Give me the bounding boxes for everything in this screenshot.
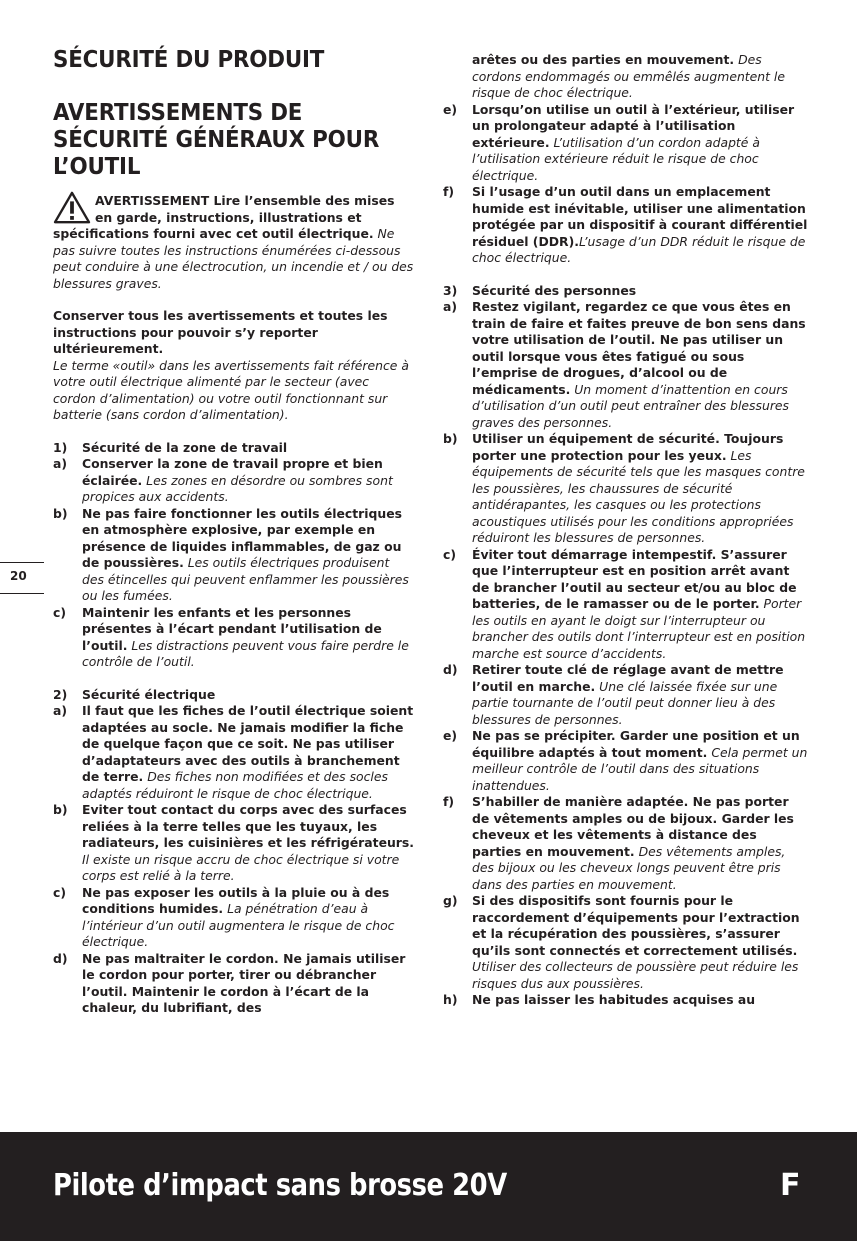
- list-item: b) Eviter tout contact du corps avec des surfaces reliées à la terre telles que les tuyaux, les radiateurs, les cuisinières et les réfrigérateurs. Il existe un risque accru de choc électrique si votre corps est relié à la terre.: [53, 802, 414, 883]
- section-heading-2: 2) Sécurité électrique: [53, 686, 216, 702]
- keep-instructions-italic: Le terme «outil» dans les avertissements fait référence à votre outil électrique alimenté par le secteur (avec cordon d’alimentation) ou votre outil fonctionnant sur batterie (sans cordon d’alimentation).: [53, 357, 409, 422]
- list-item: d) Retirer toute clé de réglage avant de mettre l’outil en marche. Une clé laissée fixée sur une partie tournante de l’outil peut donner lieu à des blessures de personnes.: [443, 662, 784, 727]
- list-item: a) Il faut que les fiches de l’outil électrique soient adaptées au socle. Ne jamais modifier la fiche de quelque façon que ce soit. Ne pas utiliser d’adaptateurs avec des outils à branchement de terre. Des fiches non modifiées et des socles adaptés réduiront le risque de choc électrique.: [53, 703, 414, 801]
- subsection-title-line1: AVERTISSEMENTS DE: [53, 100, 303, 126]
- list-item: a) Conserver la zone de travail propre et bien éclairée. Les zones en désordre ou sombres sont propices aux accidents.: [53, 456, 393, 504]
- page-number: 20: [10, 569, 27, 583]
- warning-bold: AVERTISSEMENT Lire l’ensemble des mises en garde, instructions, illustrations et spécifications fourni avec cet outil électrique.: [53, 193, 395, 241]
- section-heading-1: 1) Sécurité de la zone de travail: [53, 439, 288, 455]
- list-item: b) Ne pas faire fonctionner les outils électriques en atmosphère explosive, par exemple en présence de liquides inflammables, de gaz ou de poussières. Les outils électriques produisent des étincelles qui peuvent enflammer les poussières ou les fumées.: [53, 505, 409, 603]
- right-column: [443, 52, 808, 1009]
- language-code: F: [780, 1168, 801, 1203]
- warning-paragraph: [53, 193, 415, 292]
- list-item: c) Maintenir les enfants et les personnes présentes à l’écart pendant l’utilisation de l’outil. Les distractions peuvent vous faire perdre le contrôle de l’outil.: [53, 604, 409, 669]
- list-item: e) Lorsqu’on utilise un outil à l’extérieur, utiliser un prolongateur adapté à l’utilisation extérieure. L’utilisation d’un cordon adapté à l’utilisation extérieure réduit le risque de choc électrique.: [443, 101, 795, 183]
- list-item: h) Ne pas laisser les habitudes acquises au: [443, 992, 756, 1007]
- list-item: c) Éviter tout démarrage intempestif. S’assurer que l’interrupteur est en position arrêt avant de brancher l’outil au secteur et/ou au bloc de batteries, de le ramasser ou de le porter. Porter les outils en ayant le doigt sur l’interrupteur ou brancher des outils dont l’interrupteur est en position marche est source d’accidents.: [443, 546, 806, 661]
- list-item-continued: arêtes ou des parties en mouvement. Des cordons endommagés ou emmêlés augmentent le risque de choc électrique.: [472, 52, 785, 100]
- warning-triangle-icon: [53, 191, 91, 225]
- list-item: d) Ne pas maltraiter le cordon. Ne jamais utiliser le cordon pour porter, tirer ou débrancher l’outil. Maintenir le cordon à l’écart de la chaleur, du lubrifiant, des: [53, 950, 406, 1015]
- list-item: a) Restez vigilant, regardez ce que vous êtes en train de faire et faites preuve de bon sens dans votre utilisation de l’outil. Ne pas utiliser un outil lorsque vous êtes fatigué ou sous l’emprise de drogues, d’alcool ou de médicaments. Un moment d’inattention en cours d’utilisation d’un outil peut entraîner des blessures graves des personnes.: [443, 299, 806, 430]
- product-name: Pilote d’impact sans brosse 20V: [53, 1168, 507, 1203]
- page-number-box: [0, 562, 44, 594]
- list-item: e) Ne pas se précipiter. Garder une position et un équilibre adaptés à tout moment. Cela permet un meilleur contrôle de l’outil dans des situations inattendues.: [443, 728, 808, 793]
- list-item: f) Si l’usage d’un outil dans un emplacement humide est inévitable, utiliser une alimentation protégée par un dispositif à courant différentiel résiduel (DDR).L’usage d’un DDR réduit le risque de choc électrique.: [443, 184, 808, 265]
- list-item: b) Utiliser un équipement de sécurité. Toujours porter une protection pour les yeux. Les équipements de sécurité tels que les masques contre les poussières, les chaussures de sécurité antidérapantes, les casques ou les protections acoustiques utilisés pour les conditions appropriées réduiront les blessures de personnes.: [443, 431, 805, 545]
- subsection-title-line2: SÉCURITÉ GÉNÉRAUX POUR: [53, 127, 380, 153]
- left-column: [53, 47, 415, 1017]
- list-item: c) Ne pas exposer les outils à la pluie ou à des conditions humides. La pénétration d’eau à l’intérieur d’un outil augmentera le risque de choc électrique.: [53, 884, 395, 949]
- section-heading-3: 3) Sécurité des personnes: [443, 282, 637, 298]
- keep-instructions-bold: Conserver tous les avertissements et toutes les instructions pour pouvoir s’y reporter ultérieurement.: [53, 308, 388, 356]
- list-item: f) S’habiller de manière adaptée. Ne pas porter de vêtements amples ou de bijoux. Garder les cheveux et les vêtements à distance des parties en mouvement. Des vêtements amples, des bijoux ou les cheveux longs peuvent être pris dans des parties en mouvement.: [443, 794, 794, 892]
- section-title: SÉCURITÉ DU PRODUIT: [53, 47, 325, 73]
- footer-bar: [0, 1132, 857, 1241]
- warning-italic: Ne pas suivre toutes les instructions énumérées ci-dessous peut conduire à une électrocution, un incendie et / ou des blessures graves.: [53, 226, 414, 291]
- subsection-title-line3: L’OUTIL: [53, 154, 141, 180]
- list-item: g) Si des dispositifs sont fournis pour le raccordement d’équipements pour l’extraction et la récupération des poussières, s’assurer qu’ils sont connectés et correctement utilisés. Utiliser des collecteurs de poussière peut réduire les risques dus aux poussières.: [443, 893, 800, 991]
